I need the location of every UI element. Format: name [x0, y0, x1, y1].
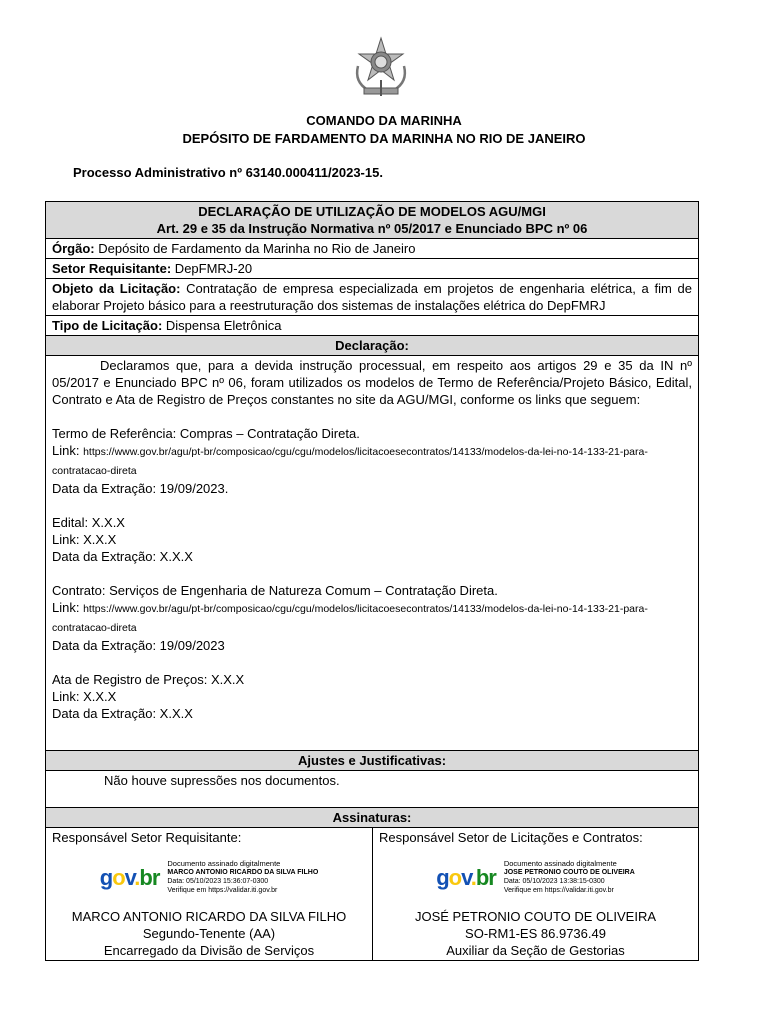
declaration-table — [45, 201, 699, 961]
assinaturas-heading: Assinaturas: — [46, 808, 699, 828]
coat-of-arms-emblem — [350, 36, 412, 102]
signer-left-name: MARCO ANTONIO RICARDO DA SILVA FILHO — [71, 909, 347, 924]
declaracao-intro: Declaramos que, para a devida instrução processual, em respeito aos artigos 29 e 35 da IN nº 05/2017 e Enunciado BPC nº 06, foram utilizados os modelos de Termo de Referência/Projeto Básico, Edital, Contrato e Ata de Registro de Preços constantes no site da AGU/MGI, conforme os links que seguem: — [52, 358, 692, 407]
govbr-logo: gov.br — [436, 864, 496, 890]
signer-right-name: JOSÉ PETRONIO COUTO DE OLIVEIRA — [414, 909, 657, 924]
edital-data: Data da Extração: X.X.X — [52, 549, 193, 564]
termo-link[interactable]: https://www.gov.br/agu/pt-br/composicao/cgu/cgu/modelos/licitacoesecontratos/14133/modelos-da-lei-no-14-133-21-para-contratacao-direta — [52, 446, 648, 477]
ajustes-text: Não houve supressões nos documentos. — [46, 771, 699, 808]
ata-line: Ata de Registro de Preços: X.X.X — [52, 672, 245, 687]
govbr-logo: gov.br — [99, 864, 160, 890]
objeto-row: Objeto da Licitação: Contratação de empresa especializada em projetos de engenharia elétrica, a fim de elaborar Projeto básico para a reestruturação dos sistemas de instalações elétrica do DepFMRJ — [46, 279, 699, 316]
contrato-link[interactable]: https://www.gov.br/agu/pt-br/composicao/cgu/cgu/modelos/licitacoesecontratos/14133/modelos-da-lei-no-14-133-21-para-contratacao-direta — [52, 603, 648, 634]
setor-row: Setor Requisitante: DepFMRJ-20 — [46, 259, 699, 279]
termo-line: Termo de Referência: Compras – Contratação Direta. — [52, 426, 360, 441]
govbr-stamp-left: gov.br Documento assinado digitalmente MARCO ANTONIO RICARDO DA SILVA FILHO Data: 05/10/2023 15:36:07-0300 Verifique em https://validar.iti.gov.br — [99, 859, 319, 894]
signer-left-rank: Segundo-Tenente (AA) — [142, 926, 276, 941]
ata-data: Data da Extração: X.X.X — [52, 706, 193, 721]
termo-data: Data da Extração: 19/09/2023. — [52, 481, 229, 496]
header-line-2: DEPÓSITO DE FARDAMENTO DA MARINHA NO RIO DE JANEIRO — [182, 131, 586, 146]
govbr-stamp-right: gov.br Documento assinado digitalmente JOSE PETRONIO COUTO DE OLIVEIRA Data: 05/10/2023 13:38:15-0300 Verifique em https://validar.iti.gov.br — [436, 859, 635, 894]
processo-number: Processo Administrativo nº 63140.000411/2023-15. — [73, 165, 383, 180]
ata-link: Link: X.X.X — [52, 689, 117, 704]
tipo-row: Tipo de Licitação: Dispensa Eletrônica — [46, 316, 699, 336]
edital-line: Edital: X.X.X — [52, 515, 125, 530]
contrato-line: Contrato: Serviços de Engenharia de Natureza Comum – Contratação Direta. — [52, 583, 498, 598]
ajustes-heading: Ajustes e Justificativas: — [46, 751, 699, 771]
header-line-1: COMANDO DA MARINHA — [306, 113, 462, 128]
signer-left-position: Encarregado da Divisão de Serviços — [103, 943, 315, 958]
signature-right-role: Responsável Setor de Licitações e Contratos: — [379, 830, 643, 845]
declaration-title: DECLARAÇÃO DE UTILIZAÇÃO DE MODELOS AGU/MGI Art. 29 e 35 da Instrução Normativa nº 05/2017 e Enunciado BPC nº 06 — [46, 202, 699, 239]
declaracao-body: Declaramos que, para a devida instrução processual, em respeito aos artigos 29 e 35 da IN nº 05/2017 e Enunciado BPC nº 06, foram utilizados os modelos de Termo de Referência/Projeto Básico, Edital, Contrato e Ata de Registro de Preços constantes no site da AGU/MGI, conforme os links que seguem: Termo de Referência: Compras – Contratação Direta. Link: https://www.gov.br/agu/pt-br/composicao/cgu/cgu/modelos/licitacoesecontratos/14133/modelos-da-lei-no-14-133-21-para-contratacao-direta Data da Extração: 19/09/2023. Edital: X.X.X Link: X.X.X Data da Extração: X.X.X Contrato: Serviços de Engenharia de Natureza Comum – Contratação Direta. Link: https://www.gov.br/agu/pt-br/composicao/cgu/cgu/modelos/licitacoesecontratos/14133/modelos-da-lei-no-14-133-21-para-contratacao-direta Data da Extração: 19/09/2023 Ata de Registro de Preços: X.X.X Link: X.X.X Data da Extração: X.X.X — [46, 356, 699, 751]
contrato-data: Data da Extração: 19/09/2023 — [52, 638, 225, 653]
signer-right-rank: SO-RM1-ES 86.9736.49 — [465, 926, 606, 941]
signature-right — [373, 828, 699, 961]
signature-left-role: Responsável Setor Requisitante: — [52, 830, 242, 845]
signer-right-position: Auxiliar da Seção de Gestorias — [446, 943, 625, 958]
declaracao-heading: Declaração: — [46, 336, 699, 356]
signature-left — [46, 828, 373, 961]
edital-link: Link: X.X.X — [52, 532, 117, 547]
orgao-row: Órgão: Depósito de Fardamento da Marinha no Rio de Janeiro — [46, 239, 699, 259]
